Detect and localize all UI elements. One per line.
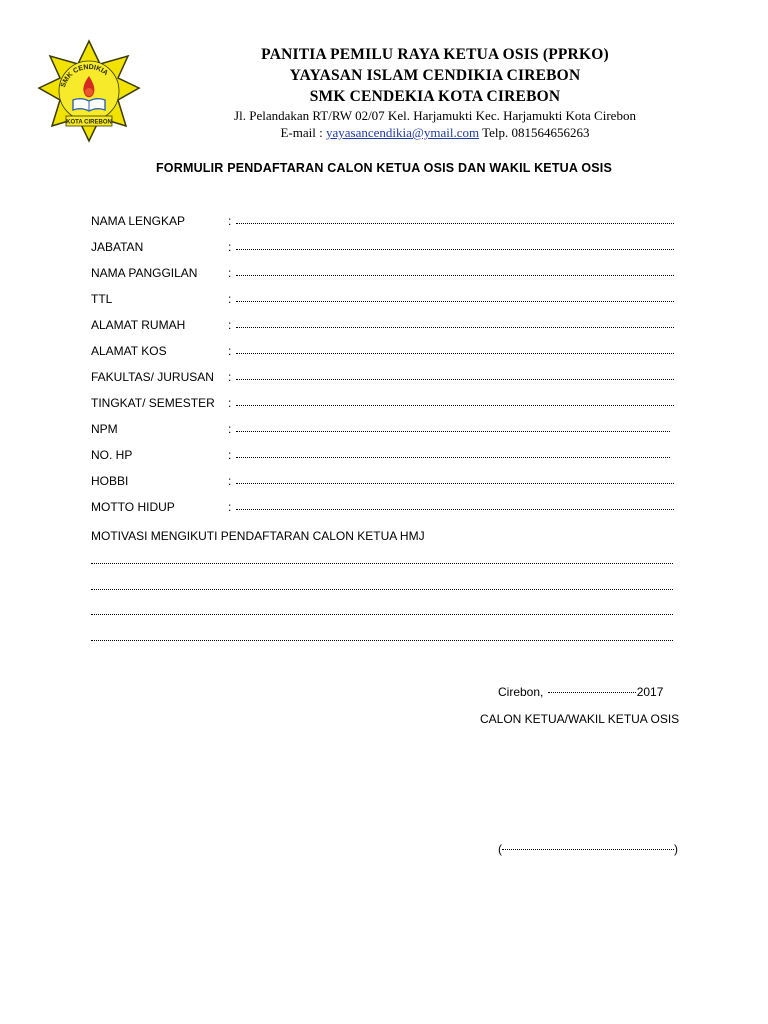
field-nama-lengkap[interactable] [91, 214, 681, 232]
field-nama-panggilan[interactable] [91, 266, 681, 284]
field-blank-line[interactable] [236, 483, 674, 484]
logo-arc-text: SMK CENDIKIA [59, 63, 110, 89]
field-label: TTL [91, 292, 113, 306]
field-colon: : [228, 474, 232, 488]
header-address: Jl. Pelandakan RT/RW 02/07 Kel. Harjamukti Kec. Harjamukti Kota Cirebon [234, 108, 636, 123]
field-npm[interactable] [91, 422, 681, 440]
field-colon: : [228, 448, 232, 462]
field-blank-line[interactable] [236, 431, 670, 432]
field-label: TINGKAT/ SEMESTER [91, 396, 215, 410]
field-motto-hidup[interactable] [91, 500, 681, 518]
field-blank-line[interactable] [236, 327, 674, 328]
field-blank-line[interactable] [236, 249, 674, 250]
email-prefix: E-mail : [280, 125, 326, 140]
header-line-1: PANITIA PEMILU RAYA KETUA OSIS (PPRKO) [261, 46, 609, 63]
form-title: FORMULIR PENDAFTARAN CALON KETUA OSIS DAN WAKIL KETUA OSIS [155, 161, 613, 175]
place-text: Cirebon, [498, 685, 547, 699]
field-label: NAMA LENGKAP [91, 214, 186, 228]
field-tingkat-semester[interactable] [91, 396, 681, 414]
field-blank-line[interactable] [236, 275, 674, 276]
signature-blank[interactable] [502, 849, 674, 850]
field-blank-line[interactable] [236, 379, 674, 380]
field-label: FAKULTAS/ JURUSAN [91, 370, 214, 384]
field-colon: : [228, 370, 232, 384]
flame-core [85, 88, 93, 96]
field-colon: : [228, 318, 232, 332]
field-colon: : [228, 266, 232, 280]
motivasi-line-3[interactable] [91, 614, 673, 615]
field-colon: : [228, 292, 232, 306]
field-blank-line[interactable] [236, 353, 674, 354]
field-label: ALAMAT KOS [91, 344, 167, 358]
motivasi-line-1[interactable] [91, 563, 673, 564]
field-label: HOBBI [91, 474, 129, 488]
phone-number: Telp. 081564656263 [479, 125, 590, 140]
header-contact [150, 124, 720, 141]
field-blank-line[interactable] [236, 223, 674, 224]
field-label: MOTTO HIDUP [91, 500, 175, 514]
field-label: JABATAN [91, 240, 144, 254]
field-label: NPM [91, 422, 118, 436]
field-label: ALAMAT RUMAH [91, 318, 186, 332]
motivasi-line-2[interactable] [91, 589, 673, 590]
field-label: NAMA PANGGILAN [91, 266, 198, 280]
field-hobbi[interactable] [91, 474, 681, 492]
year-text: 2017 [636, 685, 664, 699]
field-blank-line[interactable] [236, 405, 674, 406]
field-colon: : [228, 396, 232, 410]
field-blank-line[interactable] [236, 509, 674, 510]
field-blank-line[interactable] [236, 457, 670, 458]
sig-close: ) [674, 842, 678, 856]
date-place [498, 685, 663, 699]
field-colon: : [228, 500, 232, 514]
letterhead [150, 44, 720, 141]
field-jabatan[interactable] [91, 240, 681, 258]
date-blank[interactable] [548, 692, 636, 693]
header-line-3: SMK CENDEKIA KOTA CIREBON [309, 88, 561, 105]
email-link[interactable]: yayasancendikia@ymail.com [325, 125, 480, 140]
field-label: NO. HP [91, 448, 133, 462]
field-ttl[interactable] [91, 292, 681, 310]
field-colon: : [228, 240, 232, 254]
motivasi-label: MOTIVASI MENGIKUTI PENDAFTARAN CALON KETUA HMJ [91, 529, 425, 543]
signature-line [498, 842, 678, 856]
field-no-hp[interactable] [91, 448, 681, 466]
candidate-title: CALON KETUA/WAKIL KETUA OSIS [480, 712, 680, 726]
field-fakultas-jurusan[interactable] [91, 370, 681, 388]
school-logo [36, 38, 142, 144]
field-alamat-rumah[interactable] [91, 318, 681, 336]
field-colon: : [228, 422, 232, 436]
sig-open: ( [498, 842, 502, 856]
motivasi-line-4[interactable] [91, 640, 673, 641]
field-blank-line[interactable] [236, 301, 674, 302]
field-colon: : [228, 214, 232, 228]
field-colon: : [228, 344, 232, 358]
logo-banner-text: KOTA CIREBON [66, 119, 112, 126]
field-alamat-kos[interactable] [91, 344, 681, 362]
header-line-2: YAYASAN ISLAM CENDIKIA CIREBON [289, 67, 581, 84]
